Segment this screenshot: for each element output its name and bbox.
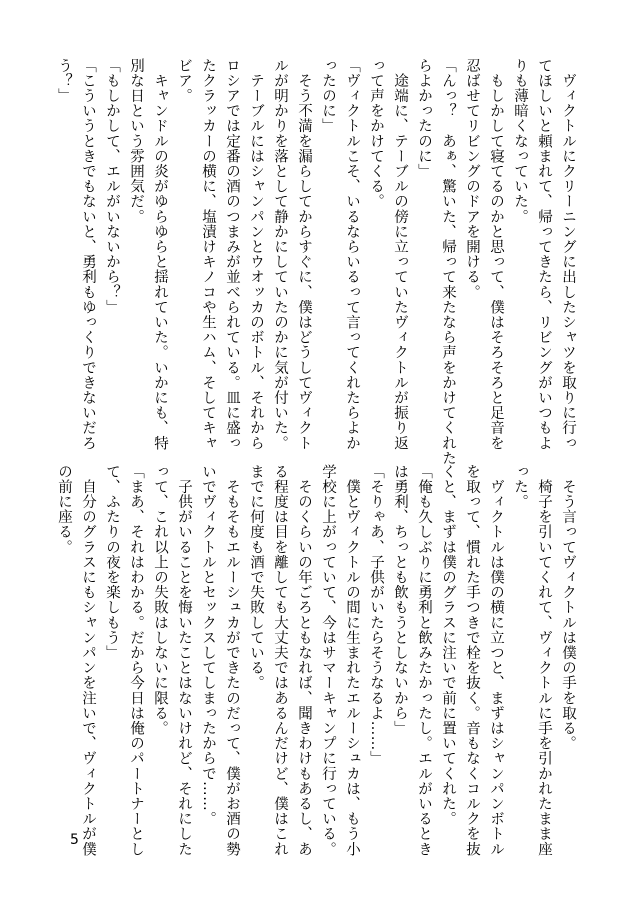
text-line: 「俺も久しぶりに勇利と飲みたかったし。エルがいるとき bbox=[416, 464, 432, 857]
text-line: った。 bbox=[512, 464, 528, 510]
text-line: 子供がいることを悔いたことはないけれど、それにした bbox=[176, 464, 192, 857]
upper-text-block bbox=[56, 58, 580, 466]
text-line: の前に座る。 bbox=[56, 464, 72, 555]
text-line: そもそもエルーシュカができたのだって、僕がお酒の勢 bbox=[224, 464, 240, 857]
text-line: たクラッカーの横に、塩漬けキノコや生ハム、そしてキャ bbox=[200, 58, 216, 451]
text-line: ヴィクトルは僕の横に立つと、まずはシャンパンボトル bbox=[488, 464, 504, 857]
text-line: 自分のグラスにもシャンパンを注いで、ヴィクトルが僕 bbox=[80, 464, 96, 857]
text-line: キャンドルの炎がゆらゆらと揺れていた。いかにも、特 bbox=[152, 58, 168, 451]
text-line: 忍ばせてリビングのドアを開ける。 bbox=[464, 58, 480, 300]
text-line: る程度は目を離しても大丈夫ではあるんだけど、僕はこれ bbox=[272, 464, 288, 857]
text-line: てほしいと頼まれて、帰ってきたら、リビングがいつもよ bbox=[536, 58, 552, 451]
text-line: 「もしかして、エルがいないから？」 bbox=[104, 58, 120, 315]
text-line: りも薄暗くなっていた。 bbox=[512, 58, 528, 225]
text-line: って、これ以上の失敗はしないに限る。 bbox=[152, 464, 168, 736]
text-line: そのくらいの年ごろともなれば、聞きわけもあるし、あ bbox=[296, 464, 312, 857]
text-line: を取って、慣れた手つきで栓を抜く。音もなくコルクを抜 bbox=[464, 464, 480, 857]
text-line: くと、まずは僕のグラスに注いで前に置いてくれた。 bbox=[440, 464, 456, 827]
text-line: ルが明かりを落として静かにしていたのかに気が付いた。 bbox=[272, 58, 288, 451]
text-line: ったのに」 bbox=[320, 58, 336, 134]
text-line: 途端に、テーブルの傍に立っていたヴィクトルが振り返 bbox=[392, 58, 408, 451]
text-line: ビア。 bbox=[176, 58, 192, 104]
text-line: いでヴィクトルとセックスしてしまったからで……。 bbox=[200, 464, 216, 827]
text-line: 「まあ、それはわかる。だから今日は俺のパートナーとし bbox=[128, 464, 144, 857]
text-line: 「んっ？ あぁ、驚いた、帰って来たなら声をかけてくれた bbox=[440, 58, 456, 466]
text-line: 学校に上がっていて、今はサマーキャンプに行っている。 bbox=[320, 464, 336, 857]
text-line: までに何度も酒で失敗している。 bbox=[248, 464, 264, 691]
text-line: は勇利、ちっとも飲もうとしないから」 bbox=[392, 464, 408, 736]
text-line: 「こういうときでもないと、勇利もゆっくりできないだろ bbox=[80, 58, 96, 451]
text-line: もしかして寝てるのかと思って、僕はそろそろと足音を bbox=[488, 58, 504, 451]
text-line: そう言ってヴィクトルは僕の手を取る。 bbox=[560, 464, 576, 751]
text-line: ロシアでは定番の酒のつまみが並べられている。皿に盛っ bbox=[224, 58, 240, 451]
text-line: 別な日という雰囲気だ。 bbox=[128, 58, 144, 225]
text-line: って声をかけてくる。 bbox=[368, 58, 384, 209]
text-line: そう不満を漏らしてからすぐに、僕はどうしてヴィクト bbox=[296, 58, 312, 451]
text-line: 椅子を引いてくれて、ヴィクトルに手を引かれたまま座 bbox=[536, 464, 552, 857]
text-line: 「そりゃあ、子供がいたらそうなるよ……」 bbox=[368, 464, 384, 766]
text-line: テーブルにはシャンパンとウオッカのボトル、それから bbox=[248, 58, 264, 451]
lower-text-block bbox=[56, 464, 580, 857]
page-number: 5 bbox=[70, 832, 79, 848]
text-line: て、ふたりの夜を楽しもう」 bbox=[104, 464, 120, 661]
text-line: う？」 bbox=[56, 58, 72, 104]
text-line: らよかったのに」 bbox=[416, 58, 432, 179]
text-line: 「ヴィクトルこそ、いるならいるって言ってくれたらよか bbox=[344, 58, 360, 451]
text-line: ヴィクトルにクリーニングに出したシャツを取りに行っ bbox=[560, 58, 576, 451]
text-line: 僕とヴィクトルの間に生まれたエルーシュカは、もう小 bbox=[344, 464, 360, 857]
